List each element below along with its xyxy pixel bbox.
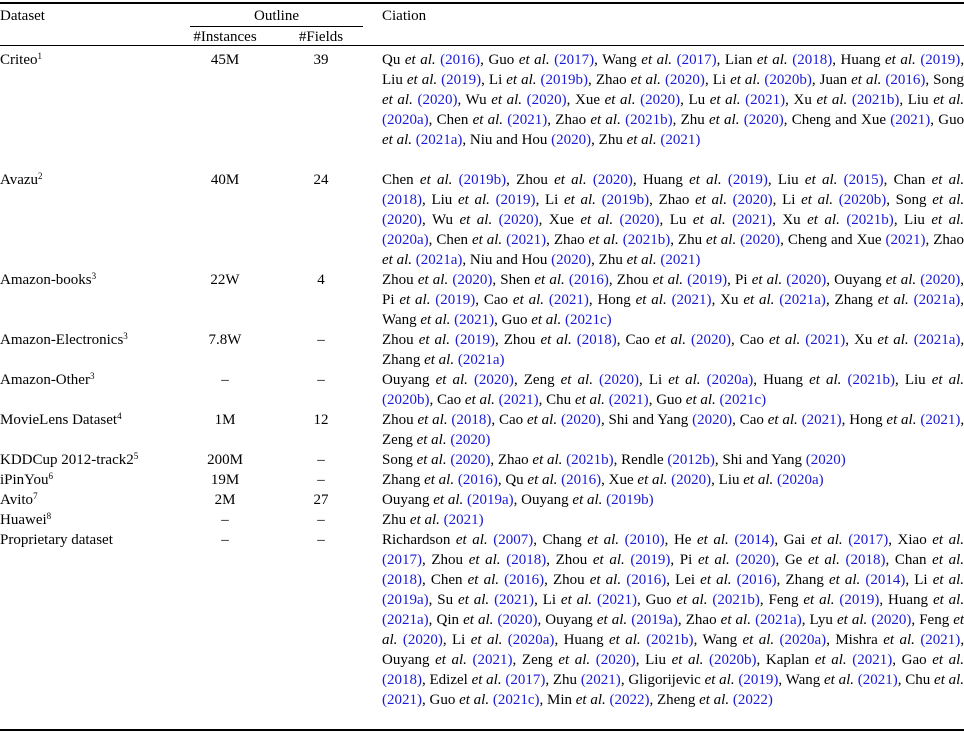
- citation-ref[interactable]: Zeng et al. (2020): [523, 372, 640, 388]
- citation-ref[interactable]: Cheng and Xue (2021): [791, 112, 931, 128]
- dataset-name: Avito$^7$: [0, 491, 38, 508]
- dataset-name: Proprietary dataset: [0, 532, 113, 548]
- citation-ref[interactable]: Zhao et al. (2021b): [555, 112, 673, 128]
- footnote-mark: 6: [48, 471, 54, 481]
- citation-ref[interactable]: Zhao et al. (2021a): [382, 232, 964, 268]
- citation-ref[interactable]: Zhou et al. (2018): [431, 552, 547, 568]
- citation-ref[interactable]: Wu et al. (2020): [431, 212, 539, 228]
- instances-value: 2M: [214, 492, 236, 508]
- header-instances: #Instances: [193, 29, 257, 45]
- fields-value: 4: [317, 272, 325, 288]
- citation-ref[interactable]: Su et al. (2021): [437, 592, 535, 608]
- citation-ref[interactable]: Li et al. (2020b): [712, 72, 812, 88]
- citation-ref[interactable]: Zheng et al. (2022): [657, 692, 773, 708]
- citation-ref[interactable]: Liu et al. (2020b): [645, 652, 757, 668]
- citation-ref[interactable]: Li et al. (2019b): [545, 192, 650, 208]
- citation-ref[interactable]: Zhao et al. (2020): [595, 72, 705, 88]
- citation-ref[interactable]: Zhang et al. (2021a): [382, 352, 505, 368]
- citation-list: Ouyang et al. (2019a), Ouyang et al. (2019b): [382, 492, 654, 508]
- citation-ref[interactable]: Shi and Yang (2020): [722, 452, 846, 468]
- dataset-name: Amazon-books$^3$: [0, 271, 97, 288]
- citation-ref[interactable]: He et al. (2014): [673, 532, 775, 548]
- instances-value: –: [221, 512, 229, 528]
- citation-ref[interactable]: Huang et al. (2021b): [563, 632, 694, 648]
- instances-value: 19M: [210, 472, 240, 488]
- citation-ref[interactable]: Huang et al. (2021b): [763, 372, 895, 388]
- footnote-mark: 2: [38, 171, 43, 181]
- citation-ref[interactable]: Guo et al. (2017): [488, 52, 595, 68]
- citation-list: Chen et al. (2019b), Zhou et al. (2020), Huang et al. (2019), Liu et al. (2015), Chan et al. (2018), Liu et al. (2019), Li et al. (2019b), Zhao et al. (2020), Li et al. (2020b), Song et al. (2020), Wu et al. (2020), Xue et al. (2020), Lu et al. (2021), Xu et al. (2021b), Liu et al. (2020a), Chen et al. (2021), Zhao et al. (2021b), Zhu et al. (2020), Cheng and Xue (2021), Zhao et al. (2021a), Niu and Hou (2020), Zhu et al. (2021): [382, 172, 964, 268]
- citation-ref[interactable]: Zhou et al. (2020): [516, 172, 633, 188]
- citation-ref[interactable]: Zhou et al. (2019): [555, 552, 671, 568]
- citation-ref[interactable]: Huang et al. (2019): [642, 172, 768, 188]
- citation-ref[interactable]: Xue et al. (2020): [608, 472, 712, 488]
- citation-ref[interactable]: Shi and Yang (2020): [608, 412, 733, 428]
- citation-ref[interactable]: Liu et al. (2019): [431, 192, 536, 208]
- citation-ref[interactable]: Pi et al. (2020): [735, 272, 827, 288]
- fields-value: –: [317, 532, 325, 548]
- citation-ref[interactable]: Cao et al. (2021): [739, 412, 842, 428]
- instances-value: 200M: [207, 452, 243, 468]
- citation-list: Richardson et al. (2007), Chang et al. (2010), He et al. (2014), Gai et al. (2017), Xiao et al. (2017), Zhou et al. (2018), Zhou et al. (2019), Pi et al. (2020), Ge et al. (2018), Chan et al. (2018), Chen et al. (2016), Zhou et al. (2016), Lei et al. (2016), Zhang et al. (2014), Li et al. (2019a), Su et al. (2021), Li et al. (2021), Guo et al. (2021b), Feng et al. (2019), Huang et al. (2021a), Qin et al. (2020), Ouyang et al. (2019a), Zhao et al. (2021a), Lyu et al. (2020), Feng et al. (2020), Li et al. (2020a), Huang et al. (2021b), Wang et al. (2020a), Mishra et al. (2021), Ouyang et al. (2021), Zeng et al. (2020), Liu et al. (2020b), Kaplan et al. (2021), Gao et al. (2018), Edizel et al. (2017), Zhu (2021), Gligorijevic et al. (2019), Wang et al. (2021), Chu et al. (2021), Guo et al. (2021c), Min et al. (2022), Zheng et al. (2022): [382, 532, 964, 708]
- citation-ref[interactable]: Juan et al. (2016): [819, 72, 926, 88]
- header-citation: Ciation: [382, 8, 427, 24]
- instances-value: 40M: [210, 172, 240, 188]
- citation-ref[interactable]: Wang et al. (2017): [602, 52, 717, 68]
- header-outline: Outline: [254, 8, 299, 24]
- dataset-name: MovieLens Dataset$^4$: [0, 411, 122, 428]
- citation-ref[interactable]: Qin et al. (2020): [436, 612, 538, 628]
- citation-ref[interactable]: Zeng et al. (2020): [382, 432, 491, 448]
- citation-ref[interactable]: Chen et al. (2019b): [382, 172, 507, 188]
- citation-ref[interactable]: Ouyang et al. (2019a): [545, 612, 678, 628]
- citation-ref[interactable]: Zhu et al. (2020): [677, 232, 781, 248]
- citation-ref[interactable]: Niu and Hou (2020): [469, 132, 592, 148]
- citation-ref[interactable]: Guo et al. (2021c): [429, 692, 540, 708]
- header-fields: #Fields: [298, 29, 344, 45]
- header-rule: [0, 45, 964, 46]
- citation-ref[interactable]: Chang et al. (2010): [542, 532, 665, 548]
- citation-ref[interactable]: Cao et al. (2021): [483, 292, 589, 308]
- citation-ref[interactable]: Li et al. (2021): [542, 592, 637, 608]
- citation-ref[interactable]: Guo et al. (2021c): [656, 392, 767, 408]
- citation-ref[interactable]: Chu et al. (2021): [382, 672, 964, 708]
- citation-ref[interactable]: Chen et al. (2021): [436, 112, 548, 128]
- citation-ref[interactable]: Xu et al. (2021b): [793, 92, 900, 108]
- footnote-mark: 3: [123, 331, 128, 341]
- citation-ref[interactable]: Guo et al. (2021b): [645, 592, 760, 608]
- citation-ref[interactable]: Kaplan et al. (2021): [765, 652, 893, 668]
- instances-value: 45M: [210, 52, 240, 68]
- citation-ref[interactable]: Hong et al. (2021): [597, 292, 712, 308]
- fields-value: –: [317, 372, 325, 388]
- citation-ref[interactable]: Liu et al. (2020a): [718, 472, 824, 488]
- citation-ref[interactable]: Zhou et al. (2016): [552, 572, 667, 588]
- citation-ref[interactable]: Xue et al. (2020): [575, 92, 681, 108]
- instances-value: –: [221, 532, 229, 548]
- citation-list: [382, 510, 964, 530]
- citation-ref[interactable]: Richardson et al. (2007): [382, 532, 534, 548]
- instances-value: –: [221, 372, 229, 388]
- citation-ref[interactable]: Ouyang et al. (2020): [382, 372, 514, 388]
- citation-ref[interactable]: Qu et al. (2016): [382, 52, 481, 68]
- fields-value: –: [317, 472, 325, 488]
- citation-list: Zhou et al. (2019), Zhou et al. (2018), Cao et al. (2020), Cao et al. (2021), Xu et al. (2021a), Zhang et al. (2021a): [382, 332, 964, 368]
- citation-list: Zhou et al. (2020), Shen et al. (2016), Zhou et al. (2019), Pi et al. (2020), Ouyang et al. (2020), Pi et al. (2019), Cao et al. (2021), Hong et al. (2021), Xu et al. (2021a), Zhang et al. (2021a), Wang et al. (2021), Guo et al. (2021c): [382, 272, 964, 328]
- citation-list: Zhang et al. (2016), Qu et al. (2016), Xue et al. (2020), Liu et al. (2020a): [382, 472, 824, 488]
- citation-ref[interactable]: Wang et al. (2020a): [702, 632, 827, 648]
- citation-ref[interactable]: Wang et al. (2021): [382, 312, 495, 328]
- dataset-name: iPinYou$^6$: [0, 471, 54, 488]
- citation-ref[interactable]: Cao et al. (2020): [499, 412, 601, 428]
- citation-ref[interactable]: Niu and Hou (2020): [469, 252, 592, 268]
- dataset-name: KDDCup $2012-track2^5$: [0, 451, 139, 468]
- citation-ref[interactable]: Ouyang et al. (2019a): [382, 492, 514, 508]
- citation-ref[interactable]: Cheng and Xue (2021): [787, 232, 926, 248]
- citation-ref[interactable]: Chen et al. (2016): [430, 572, 545, 588]
- citation-ref[interactable]: Rendle (2012b): [621, 452, 715, 468]
- citation-ref[interactable]: Zhao et al. (2021b): [497, 452, 614, 468]
- citation-ref[interactable]: Li et al. (2020b): [782, 192, 887, 208]
- footnote-mark: 1: [37, 51, 42, 61]
- fields-value: 27: [313, 492, 329, 508]
- citation-ref[interactable]: Ge et al. (2018): [784, 552, 886, 568]
- citation-ref[interactable]: Chan et al. (2018): [382, 172, 964, 208]
- dataset-name: Amazon-Other$^3$: [0, 371, 95, 388]
- citation-ref[interactable]: Zhang et al. (2014): [785, 572, 906, 588]
- citation-ref[interactable]: Zhang et al. (2016): [382, 472, 498, 488]
- citation-ref[interactable]: Edizel et al. (2017): [429, 672, 546, 688]
- citation-ref[interactable]: Li et al. (2019a): [382, 572, 964, 608]
- citation-ref[interactable]: Xu et al. (2021a): [854, 332, 961, 348]
- citation-ref[interactable]: Zhao et al. (2021a): [685, 612, 802, 628]
- footnote-mark: 3: [91, 271, 97, 281]
- citation-ref[interactable]: Cao et al. (2021): [437, 392, 539, 408]
- citation-ref[interactable]: Shen et al. (2016): [500, 272, 609, 288]
- dataset-name: Criteo$^1$: [0, 51, 42, 68]
- footnote-mark: 3: [89, 371, 95, 381]
- citation-ref[interactable]: Huang et al. (2021a): [382, 592, 964, 628]
- citation-ref[interactable]: Zeng et al. (2020): [521, 652, 636, 668]
- fields-value: 39: [313, 52, 329, 68]
- citation-list: Zhou et al. (2018), Cao et al. (2020), Shi and Yang (2020), Cao et al. (2021), Hong et al. (2021), Zeng et al. (2020): [382, 412, 964, 448]
- citation-ref[interactable]: Lu et al. (2021): [688, 92, 786, 108]
- citation-ref[interactable]: Ouyang et al. (2019b): [521, 492, 654, 508]
- citation-ref[interactable]: Zhao et al. (2021b): [553, 232, 671, 248]
- fields-value: –: [317, 332, 325, 348]
- citation-ref[interactable]: Lei et al. (2016): [675, 572, 777, 588]
- citation-ref[interactable]: Zhou et al. (2020): [382, 272, 493, 288]
- footnote-mark: 4: [117, 411, 122, 421]
- citation-ref[interactable]: Cao et al. (2020): [625, 332, 732, 348]
- citation-ref[interactable]: Guo et al. (2021a): [382, 112, 964, 148]
- citation-ref[interactable]: Lian et al. (2018): [724, 52, 833, 68]
- citation-ref[interactable]: Song et al. (2020): [382, 192, 964, 228]
- footnote-mark: 8: [46, 511, 52, 521]
- citation-ref[interactable]: Li et al. (2020a): [648, 372, 754, 388]
- fields-value: 12: [313, 412, 329, 428]
- citation-ref[interactable]: Zhu et al. (2021): [598, 132, 701, 148]
- table-bottom-rule: [0, 729, 964, 731]
- citation-ref[interactable]: Ouyang et al. (2021): [382, 652, 513, 668]
- citation-ref[interactable]: Xu et al. (2021a): [720, 292, 826, 308]
- citation-ref[interactable]: Hong et al. (2021): [849, 412, 961, 428]
- citation-ref[interactable]: Cao et al. (2021): [739, 332, 846, 348]
- citation-ref[interactable]: Liu et al. (2020a): [382, 92, 964, 128]
- citation-ref[interactable]: Liu et al. (2020a): [382, 212, 964, 248]
- citation-ref[interactable]: Zhu et al. (2021): [382, 512, 484, 528]
- citation-ref[interactable]: Li et al. (2020a): [451, 632, 555, 648]
- citation-ref[interactable]: Mishra et al. (2021): [835, 632, 961, 648]
- citation-ref[interactable]: Zhou et al. (2019): [616, 272, 728, 288]
- citation-ref[interactable]: Lu et al. (2021): [669, 212, 773, 228]
- citation-ref[interactable]: Qu et al. (2016): [505, 472, 602, 488]
- citation-ref[interactable]: Zhu (2021): [552, 672, 621, 688]
- citation-ref[interactable]: Xue et al. (2020): [548, 212, 660, 228]
- citation-ref[interactable]: Chu et al. (2021): [546, 392, 649, 408]
- citation-ref[interactable]: Zhu et al. (2021): [598, 252, 701, 268]
- citation-ref[interactable]: Guo et al. (2021c): [501, 312, 612, 328]
- header-dataset: Dataset: [0, 8, 45, 24]
- citation-ref[interactable]: Liu et al. (2020b): [382, 372, 964, 408]
- citation-ref[interactable]: Liu et al. (2015): [777, 172, 884, 188]
- citation-ref[interactable]: Chen et al. (2021): [436, 232, 547, 248]
- citation-ref[interactable]: Zhao et al. (2020): [658, 192, 773, 208]
- citation-ref[interactable]: Gao et al. (2018): [382, 652, 964, 688]
- citation-ref[interactable]: Zhou et al. (2018): [503, 332, 617, 348]
- table-top-rule: [0, 2, 964, 4]
- citation-list: Qu et al. (2016), Guo et al. (2017), Wang et al. (2017), Lian et al. (2018), Huang et al. (2019), Liu et al. (2019), Li et al. (2019b), Zhao et al. (2020), Li et al. (2020b), Juan et al. (2016), Song et al. (2020), Wu et al. (2020), Xue et al. (2020), Lu et al. (2021), Xu et al. (2021b), Liu et al. (2020a), Chen et al. (2021), Zhao et al. (2021b), Zhu et al. (2020), Cheng and Xue (2021), Guo et al. (2021a), Niu and Hou (2020), Zhu et al. (2021): [382, 52, 964, 148]
- citation-ref[interactable]: Feng et al. (2020): [382, 612, 964, 648]
- dataset-name: Avazu$^2$: [0, 171, 43, 188]
- citation-ref[interactable]: Zhou et al. (2019): [382, 332, 495, 348]
- citation-ref[interactable]: Song et al. (2020): [382, 452, 491, 468]
- citation-ref[interactable]: Pi et al. (2019): [382, 292, 476, 308]
- citation-ref[interactable]: Wang et al. (2021): [785, 672, 898, 688]
- citation-ref[interactable]: Huang et al. (2019): [840, 52, 961, 68]
- citation-ref[interactable]: Song et al. (2020): [382, 72, 964, 108]
- citation-ref[interactable]: Xu et al. (2021b): [782, 212, 894, 228]
- instances-value: 22W: [210, 272, 240, 288]
- citation-ref[interactable]: Xiao et al. (2017): [382, 532, 964, 568]
- citation-ref[interactable]: Gai et al. (2017): [783, 532, 889, 548]
- fields-value: –: [317, 512, 325, 528]
- dataset-name: Amazon-Electronics$^3$: [0, 331, 128, 348]
- footnote-mark: 5: [133, 451, 139, 461]
- citation-ref[interactable]: Zhu et al. (2020): [680, 112, 784, 128]
- citation-ref[interactable]: Gligorijevic et al. (2019): [628, 672, 779, 688]
- citation-ref[interactable]: Feng et al. (2019): [768, 592, 880, 608]
- citation-ref[interactable]: Zhang et al. (2021a): [834, 292, 961, 308]
- citation-ref[interactable]: Lyu et al. (2020): [809, 612, 912, 628]
- footnote-mark: 7: [33, 491, 38, 501]
- citation-ref[interactable]: Zhou et al. (2018): [382, 412, 492, 428]
- fields-value: –: [317, 452, 325, 468]
- citation-ref[interactable]: Liu et al. (2019): [382, 72, 482, 88]
- citation-ref[interactable]: Li et al. (2019b): [488, 72, 589, 88]
- instances-value: 7.8W: [208, 332, 242, 348]
- citation-list: Ouyang et al. (2020), Zeng et al. (2020), Li et al. (2020a), Huang et al. (2021b), Liu et al. (2020b), Cao et al. (2021), Chu et al. (2021), Guo et al. (2021c): [382, 372, 964, 408]
- citation-list: Song et al. (2020), Zhao et al. (2021b), Rendle (2012b), Shi and Yang (2020): [382, 452, 846, 468]
- citation-ref[interactable]: Min et al. (2022): [547, 692, 650, 708]
- fields-value: 24: [313, 172, 329, 188]
- instances-value: 1M: [214, 412, 236, 428]
- dataset-name: Huawei$^8$: [0, 511, 52, 528]
- citation-ref[interactable]: Ouyang et al. (2020): [834, 272, 961, 288]
- citation-ref[interactable]: Wu et al. (2020): [465, 92, 567, 108]
- citation-ref[interactable]: Pi et al. (2020): [679, 552, 776, 568]
- citation-ref[interactable]: Chan et al. (2018): [382, 552, 964, 588]
